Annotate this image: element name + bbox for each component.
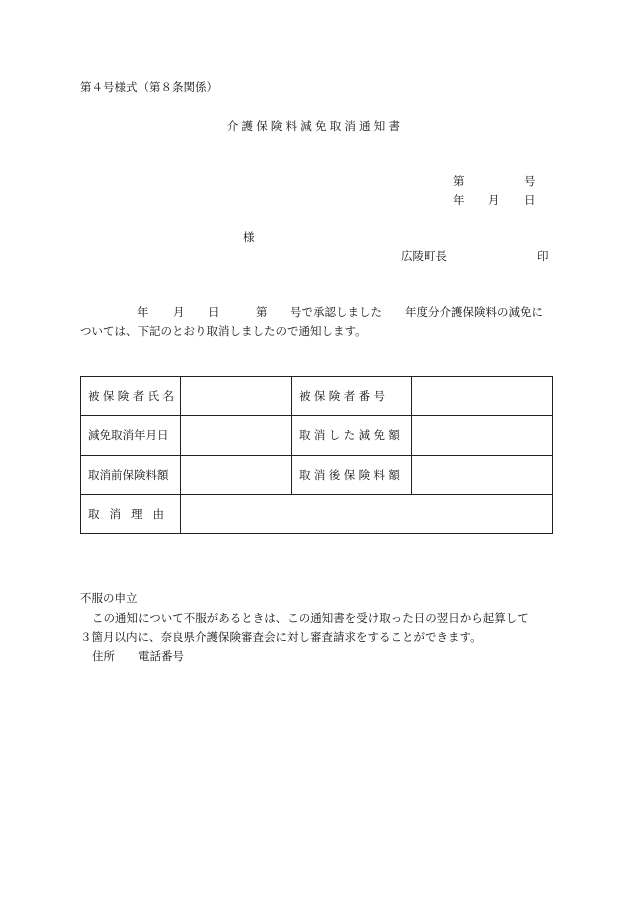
info-table (80, 376, 553, 534)
document-title: 介護保険料減免取消通知書 (226, 119, 404, 133)
body-day: 日 (208, 305, 220, 319)
appeal-heading: 不服の申立 (80, 591, 138, 605)
premium-after-value (412, 455, 553, 494)
cancel-date-label: 減免取消年月日 (81, 416, 181, 455)
addressee-honorific: 様 (243, 230, 255, 244)
body-fiscal-year-text: 年度分介護保険料の減免に (405, 305, 543, 319)
cancelled-amount-label: 取消した減免額 (292, 416, 412, 455)
table-row (81, 494, 553, 533)
issue-date-month: 月 (488, 193, 500, 207)
issue-date-day: 日 (524, 193, 536, 207)
insured-number-label: 被保険者番号 (292, 377, 412, 416)
sender-title: 広陵町長 (401, 249, 447, 263)
issue-number-prefix: 第 (453, 174, 465, 188)
form-number: 第４号様式（第８条関係） (80, 80, 218, 94)
issue-date-year: 年 (453, 193, 465, 207)
body-number-prefix: 第 (256, 305, 268, 319)
insured-name-label: 被保険者氏名 (81, 377, 181, 416)
seal-mark: 印 (537, 249, 549, 263)
insured-name-value (181, 377, 292, 416)
reason-value (181, 494, 553, 533)
cancel-date-value (181, 416, 292, 455)
body-approved-text: 号で承認しました (290, 305, 382, 319)
appeal-text-line-1: この通知について不服があるときは、この通知書を受け取った日の翌日から起算して (92, 611, 529, 625)
premium-before-label: 取消前保険料額 (81, 455, 181, 494)
table-row (81, 455, 553, 494)
body-line-2: ついては、下記のとおり取消しましたので通知します。 (80, 324, 367, 338)
table-row (81, 416, 553, 455)
body-month: 月 (173, 305, 185, 319)
appeal-text-line-2: ３箇月以内に、奈良県介護保険審査会に対し審査請求をすることができます。 (80, 630, 482, 644)
premium-after-label: 取消後保険料額 (292, 455, 412, 494)
premium-before-value (181, 455, 292, 494)
body-year: 年 (137, 305, 149, 319)
contact-info: 住所 電話番号 (92, 649, 184, 663)
reason-label: 取消理由 (81, 494, 181, 533)
issue-number-suffix: 号 (524, 174, 536, 188)
insured-number-value (412, 377, 553, 416)
table-row (81, 377, 553, 416)
cancelled-amount-value (412, 416, 553, 455)
